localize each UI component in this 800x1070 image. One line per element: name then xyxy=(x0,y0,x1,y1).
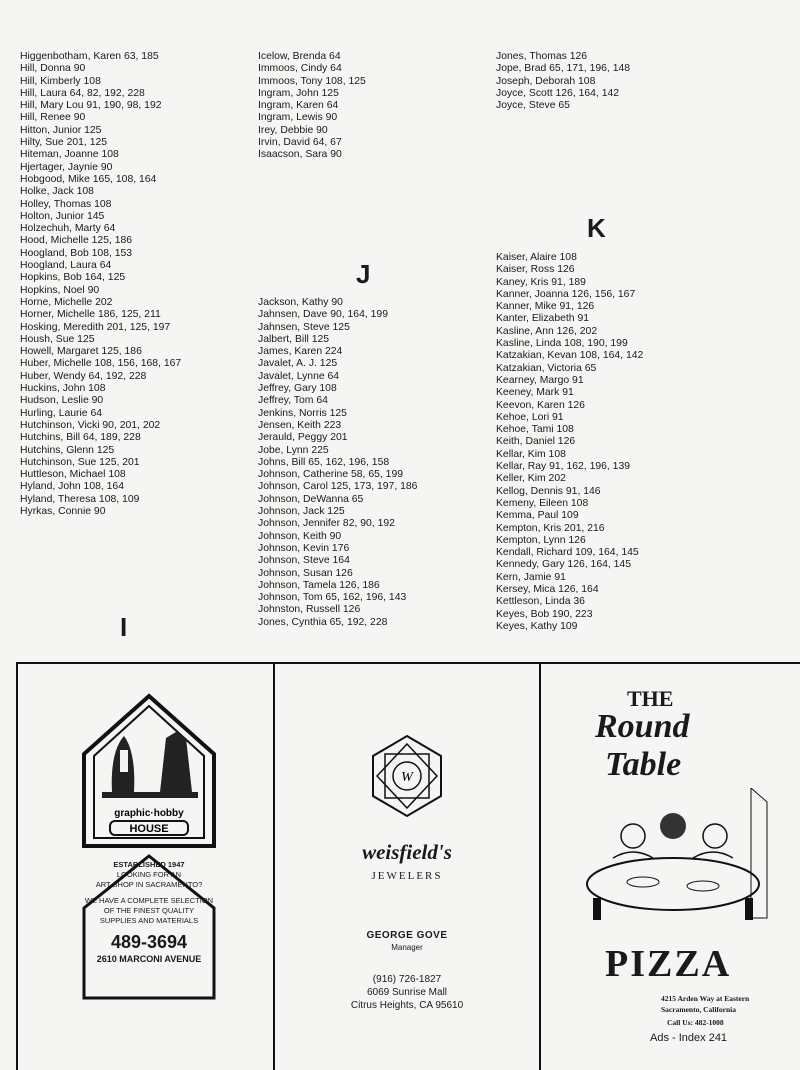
weisfields-city: Citrus Heights, CA 95610 xyxy=(350,1000,464,1011)
index-entry: Irey, Debbie 90 xyxy=(258,124,328,136)
index-entry: Hosking, Meredith 201, 125, 197 xyxy=(20,321,171,333)
index-entry: Keller, Kim 202 xyxy=(496,473,566,485)
round-table-address-2: Sacramento, California xyxy=(661,1005,736,1014)
index-entry: Kehoe, Tami 108 xyxy=(496,424,574,436)
index-entry: Kasline, Linda 108, 190, 199 xyxy=(496,338,628,350)
hobby-phone: 489-3694 xyxy=(110,932,188,952)
jewelers-subtitle: JEWELERS xyxy=(371,870,443,882)
index-entry: Hill, Laura 64, 82, 192, 228 xyxy=(20,87,145,99)
index-entry: Holke, Jack 108 xyxy=(20,186,94,198)
index-entry: Joyce, Scott 126, 164, 142 xyxy=(496,87,620,99)
index-entry: Holley, Thomas 108 xyxy=(20,198,112,210)
weisfields-name: weisfield's xyxy=(362,840,452,864)
index-entry: Katzakian, Kevan 108, 164, 142 xyxy=(496,350,644,362)
index-entry: Hood, Michelle 125, 186 xyxy=(20,235,133,247)
index-entry: Howell, Margaret 125, 186 xyxy=(20,346,142,358)
index-entry: Kellog, Dennis 91, 146 xyxy=(496,485,601,497)
index-entry: Hutchins, Glenn 125 xyxy=(20,444,115,456)
round-table-phone: Call Us: 482-1008 xyxy=(667,1018,724,1027)
page-footer: Ads - Index 241 xyxy=(650,1032,728,1044)
index-entry: Jope, Brad 65, 171, 196, 148 xyxy=(496,63,631,75)
index-entry: Jackson, Kathy 90 xyxy=(258,297,343,308)
index-column-1 xyxy=(20,51,181,518)
index-entry: Hyland, John 108, 164 xyxy=(20,481,124,493)
index-entry: Kennedy, Gary 126, 164, 145 xyxy=(496,559,631,571)
index-entry: Keyes, Kathy 109 xyxy=(496,620,578,632)
index-entry: Kemma, Paul 109 xyxy=(496,510,579,522)
index-entry: Keyes, Bob 190, 223 xyxy=(496,608,593,620)
looking-line-1: LOOKING FOR AN xyxy=(116,870,182,879)
index-entry: Hobgood, Mike 165, 108, 164 xyxy=(20,173,157,185)
weisfields-phone: (916) 726-1827 xyxy=(372,974,442,985)
index-column-3-j xyxy=(496,51,630,112)
ad-round-table-pizza xyxy=(541,664,800,1070)
index-entry: Hill, Mary Lou 91, 190, 98, 192 xyxy=(20,100,162,112)
index-entry: Kanner, Joanna 126, 156, 167 xyxy=(496,288,636,300)
index-entry: Hurling, Laurie 64 xyxy=(20,407,103,419)
ad-weisfields-jewelers xyxy=(275,664,541,1070)
index-entry: Kaney, Kris 91, 189 xyxy=(496,276,586,288)
index-entry: Immoos, Cindy 64 xyxy=(258,63,342,75)
index-entry: Katzakian, Victoria 65 xyxy=(496,362,597,374)
round-table-table: Table xyxy=(605,746,682,783)
index-entry: Huckins, John 108 xyxy=(20,383,106,395)
index-entry: Holton, Junior 145 xyxy=(20,210,105,222)
index-entry: Kendall, Richard 109, 164, 145 xyxy=(496,547,639,559)
index-entry: Isaacson, Sara 90 xyxy=(258,149,342,161)
index-entry: Johnson, Carol 125, 173, 197, 186 xyxy=(258,481,418,493)
index-entry: Johnson, Jennifer 82, 90, 192 xyxy=(258,518,395,530)
index-entry: Johnson, Kevin 176 xyxy=(258,542,350,554)
index-entry: James, Karen 224 xyxy=(258,346,343,358)
index-entry: Huber, Wendy 64, 192, 228 xyxy=(20,370,147,382)
ads-strip xyxy=(16,662,800,1070)
index-entry: Jensen, Keith 223 xyxy=(258,419,342,431)
looking-line-2: ART SHOP IN SACRAMENTO? xyxy=(95,880,203,889)
house-logo-icon xyxy=(80,692,218,850)
index-entry: Johnson, Keith 90 xyxy=(258,530,342,542)
index-entry: Hutchinson, Sue 125, 201 xyxy=(20,456,140,468)
index-entry: Huber, Michelle 108, 156, 168, 167 xyxy=(20,358,182,370)
index-entry: Irvin, David 64, 67 xyxy=(258,137,342,149)
index-entry: Kanner, Mike 91, 126 xyxy=(496,301,595,313)
weisfields-address: 6069 Sunrise Mall xyxy=(366,987,448,998)
index-column-3-k xyxy=(496,252,643,633)
index-entry: Kettleson, Linda 36 xyxy=(496,596,585,608)
index-entry: Kasline, Ann 126, 202 xyxy=(496,325,598,337)
index-entry: Hoogland, Bob 108, 153 xyxy=(20,247,133,259)
index-entry: Icelow, Brenda 64 xyxy=(258,51,341,62)
index-entry: Keeney, Mark 91 xyxy=(496,387,574,399)
index-entry: Jeffrey, Gary 108 xyxy=(258,383,337,395)
section-letter-k: K xyxy=(587,213,606,243)
index-entry: Higgenbotham, Karen 63, 185 xyxy=(20,51,159,62)
index-entry: Hill, Renee 90 xyxy=(20,112,86,124)
index-entry: Kanter, Elizabeth 91 xyxy=(496,313,590,325)
index-entry: Johnson, Steve 164 xyxy=(258,555,350,567)
selection-line-3: SUPPLIES AND MATERIALS xyxy=(99,916,199,925)
knights-feast-illustration-icon xyxy=(573,788,773,924)
selection-line-1: WE HAVE A COMPLETE SELECTION xyxy=(84,896,214,905)
index-entry: Jahnsen, Dave 90, 164, 199 xyxy=(258,309,388,321)
contact-name: GEORGE GOVE xyxy=(366,930,448,941)
index-entry: Johns, Bill 65, 162, 196, 158 xyxy=(258,456,390,468)
svg-text:graphic·hobby: graphic·hobby xyxy=(114,808,184,819)
index-entry: Johnson, Catherine 58, 65, 199 xyxy=(258,469,403,481)
index-column-2-j xyxy=(258,297,417,629)
index-entry: Jones, Cynthia 65, 192, 228 xyxy=(258,616,388,628)
index-entry: Hopkins, Noel 90 xyxy=(20,284,100,296)
round-table-pizza: PIZZA xyxy=(605,943,732,985)
index-entry: Hutchins, Bill 64, 189, 228 xyxy=(20,432,141,444)
index-entry: Joseph, Deborah 108 xyxy=(496,75,596,87)
index-entry: Jones, Thomas 126 xyxy=(496,51,588,62)
index-entry: Jerauld, Peggy 201 xyxy=(258,432,348,444)
index-entry: Jahnsen, Steve 125 xyxy=(258,321,350,333)
index-entry: Hutchinson, Vicki 90, 201, 202 xyxy=(20,419,161,431)
index-entry: Hyrkas, Connie 90 xyxy=(20,505,106,517)
index-entry: Kaiser, Ross 126 xyxy=(496,264,575,276)
index-entry: Hill, Kimberly 108 xyxy=(20,75,101,87)
index-entry: Javalet, Lynne 64 xyxy=(258,370,340,382)
index-entry: Hoogland, Laura 64 xyxy=(20,260,112,272)
index-entry: Johnson, DeWanna 65 xyxy=(258,493,364,505)
index-entry: Keith, Daniel 126 xyxy=(496,436,576,448)
index-entry: Kearney, Margo 91 xyxy=(496,374,584,386)
index-entry: Johnston, Russell 126 xyxy=(258,604,361,616)
index-entry: Horner, Michelle 186, 125, 211 xyxy=(20,309,161,321)
index-entry: Hopkins, Bob 164, 125 xyxy=(20,272,126,284)
index-entry: Hjertager, Jaynie 90 xyxy=(20,161,113,173)
index-entry: Ingram, John 125 xyxy=(258,87,339,99)
contact-title: Manager xyxy=(391,943,423,952)
index-entry: Jobe, Lynn 225 xyxy=(258,444,329,456)
index-entry: Hyland, Theresa 108, 109 xyxy=(20,493,140,505)
index-entry: Keevon, Karen 126 xyxy=(496,399,585,411)
index-entry: Johnson, Tom 65, 162, 196, 143 xyxy=(258,592,407,604)
selection-line-2: OF THE FINEST QUALITY xyxy=(103,906,195,915)
index-entry: Kersey, Mica 126, 164 xyxy=(496,584,599,596)
index-entry: Kempton, Lynn 126 xyxy=(496,534,586,546)
svg-text:HOUSE: HOUSE xyxy=(129,823,169,835)
index-entry: Hill, Donna 90 xyxy=(20,63,86,75)
ad-graphic-hobby-house xyxy=(18,664,275,1070)
index-column-2-i xyxy=(258,51,366,162)
index-entry: Kellar, Kim 108 xyxy=(496,448,566,460)
index-entry: Johnson, Tamela 126, 186 xyxy=(258,579,380,591)
index-entry: Hudson, Leslie 90 xyxy=(20,395,104,407)
round-table-address-1: 4215 Arden Way at Eastern xyxy=(661,994,750,1003)
section-letter-i: I xyxy=(120,612,128,642)
section-letter-j: J xyxy=(356,259,371,289)
index-entry: Kaiser, Alaire 108 xyxy=(496,252,577,263)
index-entry: Joyce, Steve 65 xyxy=(496,100,570,112)
established-text: ESTABLISHED 1947 xyxy=(113,860,185,869)
diamond-logo-icon xyxy=(365,734,449,818)
index-entry: Huttleson, Michael 108 xyxy=(20,469,126,481)
index-entry: Jalbert, Bill 125 xyxy=(258,333,330,345)
index-entry: Javalet, A. J. 125 xyxy=(258,358,338,370)
index-entry: Kehoe, Lori 91 xyxy=(496,411,564,423)
svg-text:W: W xyxy=(401,770,413,785)
round-table-the: THE xyxy=(627,686,674,711)
index-entry: Housh, Sue 125 xyxy=(20,333,95,345)
index-entry: Hilty, Sue 201, 125 xyxy=(20,137,108,149)
index-entry: Johnson, Jack 125 xyxy=(258,506,345,518)
index-entry: Holzechuh, Marty 64 xyxy=(20,223,116,235)
index-entry: Ingram, Karen 64 xyxy=(258,100,339,112)
index-entry: Hiteman, Joanne 108 xyxy=(20,149,119,161)
index-entry: Horne, Michelle 202 xyxy=(20,296,113,308)
index-entry: Hitton, Junior 125 xyxy=(20,124,102,136)
index-entry: Kempton, Kris 201, 216 xyxy=(496,522,605,534)
round-table-round: Round xyxy=(595,708,690,745)
index-entry: Kemeny, Eileen 108 xyxy=(496,497,589,509)
index-entry: Jenkins, Norris 125 xyxy=(258,407,347,419)
index-entry: Kellar, Ray 91, 162, 196, 139 xyxy=(496,461,631,473)
index-entry: Immoos, Tony 108, 125 xyxy=(258,75,366,87)
hobby-address: 2610 MARCONI AVENUE xyxy=(96,954,202,964)
index-entry: Jeffrey, Tom 64 xyxy=(258,395,328,407)
index-entry: Johnson, Susan 126 xyxy=(258,567,353,579)
index-entry: Ingram, Lewis 90 xyxy=(258,112,338,124)
index-entry: Kern, Jamie 91 xyxy=(496,571,566,583)
